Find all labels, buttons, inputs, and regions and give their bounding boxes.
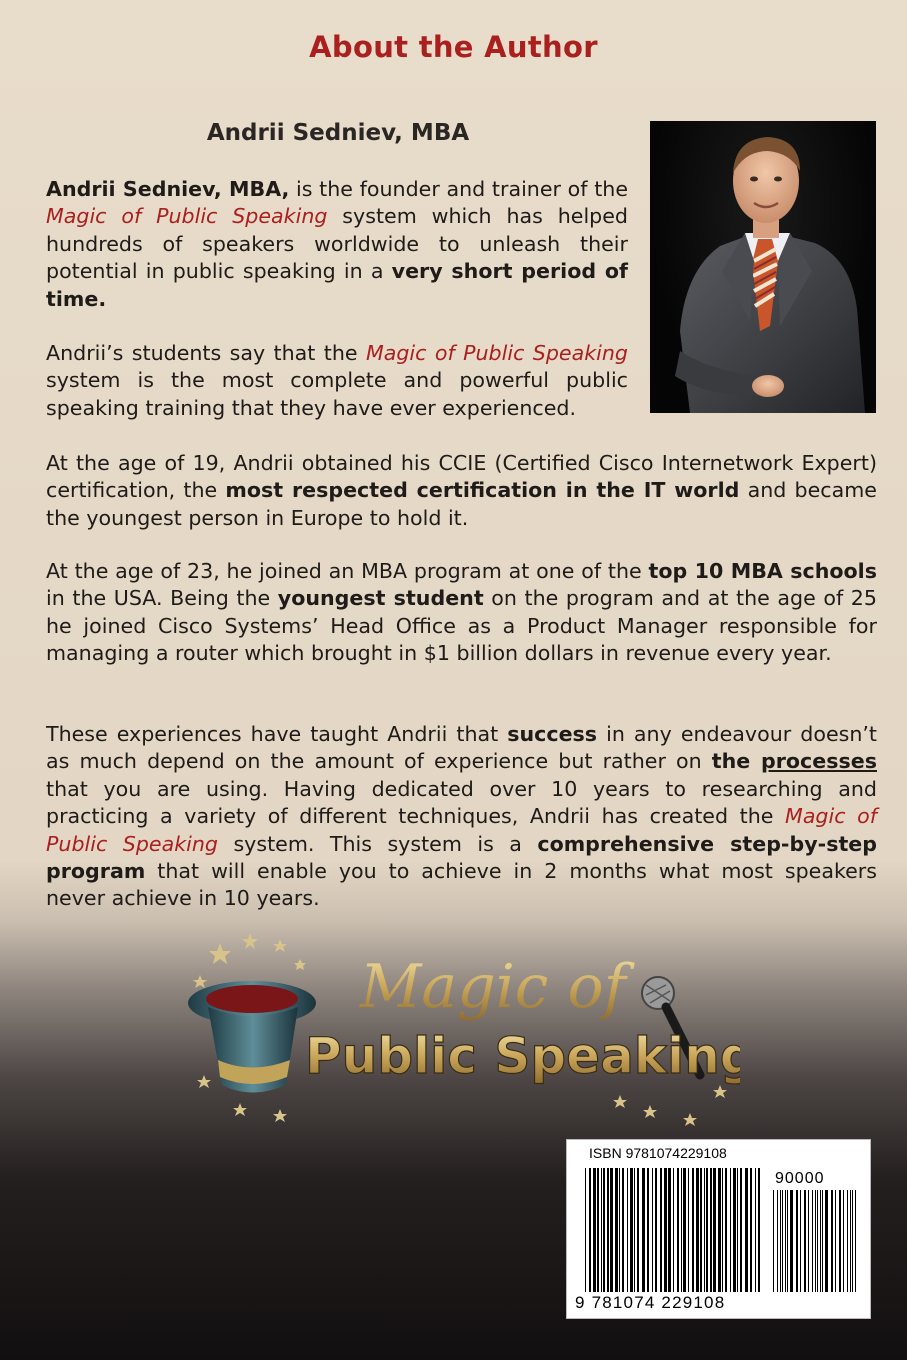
barcode-bar	[785, 1190, 786, 1292]
barcode-bar	[740, 1168, 742, 1292]
bold-text: comprehensive step-by-step program	[46, 831, 878, 884]
bold-text: Andrii Sedniev, MBA,	[46, 177, 290, 201]
barcode-bar	[601, 1168, 602, 1292]
barcode-bar	[681, 1168, 682, 1292]
barcode-bar	[589, 1168, 591, 1292]
barcode-bar	[730, 1168, 731, 1292]
text: These experiences have taught Andrii that	[46, 722, 508, 746]
barcode-bar	[647, 1168, 649, 1292]
text: on the program and at the age of 25 he joined Cisco Systems’ Head Office as a Product Manager responsible for managing a router which brought in $1 billion dollars in revenue every year.	[46, 586, 877, 666]
barcode-bar	[718, 1168, 721, 1292]
barcode-bar	[652, 1168, 653, 1292]
barcode-bar	[615, 1168, 618, 1292]
text: in the USA. Being the	[46, 586, 278, 611]
author-photo	[650, 121, 876, 413]
barcode-bar	[713, 1168, 716, 1292]
italic-accent-text: Magic of Public Speaking	[365, 341, 628, 365]
barcode-bar	[825, 1190, 828, 1292]
barcode-bar	[683, 1168, 686, 1292]
barcode-bar	[630, 1168, 633, 1292]
text: that you are using. Having dedicated over 10 years to researching and practicing a variety of different techniques, Andrii has created the	[46, 776, 877, 829]
barcode-bar	[750, 1168, 752, 1292]
bold-text: top 10 MBA schools	[648, 559, 877, 583]
bold-text: most respected certification in the IT world	[225, 478, 740, 503]
barcode-bar	[593, 1168, 596, 1292]
text: in any endeavour doesn’t as much depend on the amount of experience but rather on	[46, 722, 878, 774]
text: At the age of 19, Andrii obtained his CCIE (Certified Cisco Internetwork Expert) certification, the	[46, 451, 877, 503]
barcode-bar	[622, 1168, 624, 1292]
bold-text: success	[507, 722, 598, 746]
barcode-bar	[607, 1168, 609, 1292]
paragraph-experiences	[46, 721, 877, 913]
barcode-bar	[822, 1190, 823, 1292]
barcode-bar	[692, 1168, 694, 1292]
barcode-bar	[664, 1168, 667, 1292]
barcode-bar	[777, 1190, 778, 1292]
logo-script-text: Magic of	[360, 952, 626, 1022]
barcode-bar	[688, 1168, 689, 1292]
barcode-bar	[850, 1190, 851, 1292]
barcode-bar	[796, 1190, 798, 1292]
page-heading: About the Author	[309, 30, 598, 64]
bold-text: very short period of time.	[46, 259, 628, 311]
author-name: Andrii Sedniev, MBA	[206, 120, 470, 146]
barcode-bar	[817, 1190, 818, 1292]
barcode-bar	[637, 1168, 639, 1292]
bold-text: youngest student	[277, 586, 484, 611]
paragraph-intro	[46, 176, 628, 313]
barcode-bar	[696, 1168, 699, 1292]
barcode-bar	[610, 1168, 613, 1292]
barcode-bar	[855, 1190, 856, 1292]
barcode-bar	[737, 1168, 738, 1292]
barcode-digits: 9 781074 229108	[575, 1293, 726, 1312]
barcode-bar	[677, 1168, 679, 1292]
barcode-bar	[835, 1190, 836, 1292]
barcode-bar	[839, 1190, 841, 1292]
barcode-bar	[673, 1168, 674, 1292]
barcode-bar	[700, 1168, 702, 1292]
barcode-bar	[619, 1168, 620, 1292]
barcode-bars	[585, 1168, 765, 1296]
barcode-bar	[597, 1168, 599, 1292]
barcode-bar	[668, 1168, 671, 1292]
barcode-bar	[780, 1190, 781, 1292]
text: that will enable you to achieve in 2 months what most speakers never achieve in 10 years.	[46, 859, 877, 911]
paragraph-mba	[46, 558, 877, 668]
isbn-barcode	[566, 1139, 871, 1319]
text: system is the most complete and powerful public speaking training that they have ever experienced.	[46, 368, 628, 420]
isbn-label: ISBN 9781074229108	[589, 1145, 727, 1161]
barcode-bar	[790, 1190, 793, 1292]
barcode-bar	[634, 1168, 635, 1292]
author-portrait-illustration	[650, 121, 876, 413]
barcode-bar	[642, 1168, 645, 1292]
barcode-bar	[847, 1190, 848, 1292]
price-code: 90000	[775, 1170, 825, 1187]
paragraph-ccie	[46, 450, 877, 532]
barcode-bar	[660, 1168, 662, 1292]
underlined-bold-text: processes	[761, 749, 877, 774]
barcode-bar	[585, 1168, 586, 1292]
barcode-bar	[808, 1190, 809, 1292]
barcode-bar	[804, 1190, 806, 1292]
barcode-bar	[655, 1168, 657, 1292]
barcode-bar	[603, 1168, 605, 1292]
barcode-bar	[820, 1190, 821, 1292]
text: and became the youngest person in Europe to hold it.	[46, 478, 877, 530]
text: system which has helped hundreds of speakers worldwide to unleash their potential in public speaking in a	[46, 204, 628, 284]
barcode-bar	[706, 1168, 708, 1292]
barcode-bar	[800, 1190, 801, 1292]
italic-accent-text: Magic of Public Speaking	[46, 204, 328, 229]
barcode-bar	[812, 1190, 813, 1292]
barcode-bar	[843, 1190, 844, 1292]
magic-of-public-speaking-logo	[180, 925, 740, 1135]
text: At the age of 23, he joined an MBA program at one of the	[46, 559, 649, 583]
text: Andrii’s students say that the	[46, 341, 366, 365]
text: system. This system is a	[217, 831, 538, 856]
barcode-bar	[710, 1168, 712, 1292]
barcode-bar	[787, 1190, 788, 1292]
barcode-bar	[782, 1190, 783, 1292]
addon-barcode-bars	[773, 1190, 859, 1294]
barcode-bar	[733, 1168, 736, 1292]
barcode-bar	[773, 1190, 774, 1292]
barcode-bar	[831, 1190, 833, 1292]
bold-text: the	[711, 749, 762, 774]
barcode-bar	[815, 1190, 816, 1292]
barcode-bar	[704, 1168, 705, 1292]
logo-main-text: Public Speaking	[305, 1027, 740, 1085]
barcode-bar	[755, 1168, 756, 1292]
barcode-bar	[745, 1168, 748, 1292]
paragraph-students	[46, 340, 628, 422]
text: is the founder and trainer of the	[289, 177, 628, 201]
italic-accent-text: Magic of Public Speaking	[46, 804, 878, 856]
barcode-bar	[627, 1168, 628, 1292]
barcode-bar	[852, 1190, 853, 1292]
barcode-bar	[722, 1168, 723, 1292]
barcode-bar	[758, 1168, 760, 1292]
barcode-bar	[725, 1168, 727, 1292]
